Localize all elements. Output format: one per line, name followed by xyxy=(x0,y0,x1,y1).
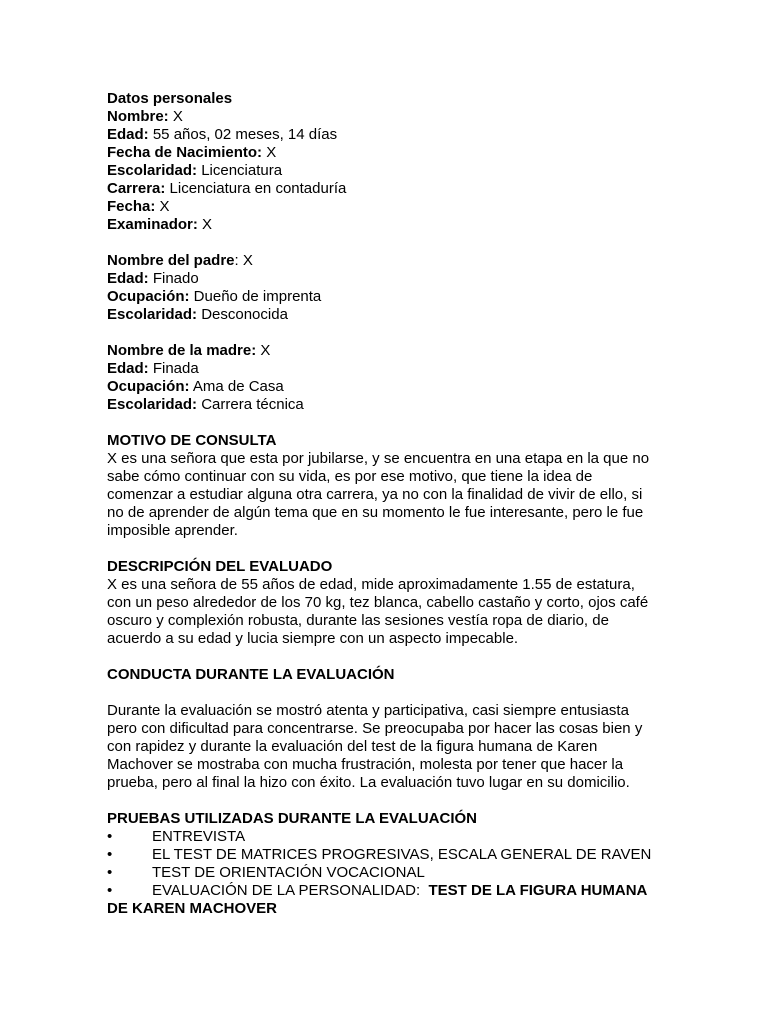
list-item-text: EVALUACIÓN DE LA PERSONALIDAD: xyxy=(152,882,429,899)
personal-edad xyxy=(107,126,682,144)
personal-data-heading: Datos personales xyxy=(107,90,233,107)
conducta-line: prueba, pero al final la hizo con éxito. La evaluación tuvo lugar en su domicilio. xyxy=(107,774,630,791)
personal-fecha-nacimiento xyxy=(107,144,682,162)
conducta-line: Machover se mostraba con mucha frustración, molesta por tener que hacer la xyxy=(107,756,624,773)
personal-fecha-nacimiento-value: X xyxy=(262,144,277,161)
mother-escolaridad-label: Escolaridad: xyxy=(107,396,198,413)
personal-fecha xyxy=(107,198,682,216)
personal-carrera-label: Carrera: xyxy=(107,180,166,197)
mother-ocupacion-value: Ama de Casa xyxy=(189,378,284,395)
mother-edad-value: Finada xyxy=(148,360,199,377)
descripcion-line: X es una señora de 55 años de edad, mide aproximadamente 1.55 de estatura, xyxy=(107,576,635,593)
father-nombre-label: Nombre del padre xyxy=(107,252,235,269)
spacer xyxy=(107,648,682,666)
descripcion-heading: DESCRIPCIÓN DEL EVALUADO xyxy=(107,558,333,575)
bullet-icon: • xyxy=(107,828,113,845)
personal-edad-value: 55 años, 02 meses, 14 días xyxy=(148,126,338,143)
list-item-text: EL TEST DE MATRICES PROGRESIVAS, ESCALA GENERAL DE RAVEN xyxy=(152,846,652,863)
motivo-heading: MOTIVO DE CONSULTA xyxy=(107,432,277,449)
father-edad xyxy=(107,270,682,288)
personal-escolaridad-value: Licenciatura xyxy=(197,162,283,179)
bullet-icon: • xyxy=(107,846,113,863)
spacer xyxy=(107,324,682,342)
spacer xyxy=(107,684,682,702)
personal-fecha-value: X xyxy=(155,198,170,215)
mother-nombre-label: Nombre de la madre: xyxy=(107,342,257,359)
spacer xyxy=(107,792,682,810)
list-item-bold-text: TEST DE LA FIGURA HUMANA xyxy=(428,882,648,899)
pruebas-list xyxy=(107,828,682,900)
personal-escolaridad-label: Escolaridad: xyxy=(107,162,198,179)
list-item-text: TEST DE ORIENTACIÓN VOCACIONAL xyxy=(152,864,425,881)
bullet-icon: • xyxy=(107,882,113,899)
mother-ocupacion-label: Ocupación: xyxy=(107,378,190,395)
conducta-line: con rapidez y durante la evaluación del test de la figura humana de Karen xyxy=(107,738,598,755)
pruebas-heading: PRUEBAS UTILIZADAS DURANTE LA EVALUACIÓN xyxy=(107,810,477,827)
father-nombre xyxy=(107,252,682,270)
father-ocupacion xyxy=(107,288,682,306)
spacer xyxy=(107,414,682,432)
bullet-icon: • xyxy=(107,864,113,881)
mother-nombre xyxy=(107,342,682,360)
descripcion-line: con un peso alrededor de los 70 kg, tez blanca, cabello castaño y corto, ojos café xyxy=(107,594,649,611)
descripcion-line: oscuro y complexión robusta, durante las sesiones vestía ropa de diario, de xyxy=(107,612,609,629)
personal-nombre-value: X xyxy=(168,108,183,125)
mother-edad-label: Edad: xyxy=(107,360,149,377)
spacer xyxy=(107,234,682,252)
father-ocupacion-value: Dueño de imprenta xyxy=(189,288,322,305)
list-item xyxy=(107,882,682,900)
personal-fecha-label: Fecha: xyxy=(107,198,156,215)
mother-escolaridad-value: Carrera técnica xyxy=(197,396,304,413)
mother-ocupacion xyxy=(107,378,682,396)
personal-examinador-value: X xyxy=(197,216,213,233)
list-item xyxy=(107,828,682,846)
personal-edad-label: Edad: xyxy=(107,126,149,143)
personal-examinador xyxy=(107,216,682,234)
list-item-continuation: DE KAREN MACHOVER xyxy=(107,900,278,917)
motivo-line: imposible aprender. xyxy=(107,522,238,539)
list-item-text: ENTREVISTA xyxy=(152,828,246,845)
descripcion-line: acuerdo a su edad y lucia siempre con un aspecto impecable. xyxy=(107,630,519,647)
mother-edad xyxy=(107,360,682,378)
personal-nombre-label: Nombre: xyxy=(107,108,169,125)
list-item xyxy=(107,846,682,864)
motivo-line: sabe cómo continuar con su vida, es por ese motivo, que tiene la idea de xyxy=(107,468,593,485)
father-escolaridad-label: Escolaridad: xyxy=(107,306,198,323)
father-nombre-value: : X xyxy=(234,252,253,269)
father-ocupacion-label: Ocupación: xyxy=(107,288,190,305)
list-item xyxy=(107,864,682,882)
father-escolaridad-value: Desconocida xyxy=(197,306,288,323)
father-edad-value: Finado xyxy=(148,270,199,287)
mother-nombre-value: X xyxy=(256,342,271,359)
conducta-line: pero con dificultad para concentrarse. Se preocupaba por hacer las cosas bien y xyxy=(107,720,643,737)
motivo-line: comenzar a estudiar alguna otra carrera, ya no con la finalidad de vivir de ello, si xyxy=(107,486,643,503)
document-page xyxy=(107,90,682,918)
mother-escolaridad xyxy=(107,396,682,414)
personal-escolaridad xyxy=(107,162,682,180)
conducta-heading: CONDUCTA DURANTE LA EVALUACIÓN xyxy=(107,666,395,683)
personal-fecha-nacimiento-label: Fecha de Nacimiento: xyxy=(107,144,263,161)
motivo-line: X es una señora que esta por jubilarse, y se encuentra en una etapa en la que no xyxy=(107,450,650,467)
father-edad-label: Edad: xyxy=(107,270,149,287)
personal-carrera-value: Licenciatura en contaduría xyxy=(165,180,347,197)
motivo-line: no de aprender de algún tema que en su momento le fue interesante, pero le fue xyxy=(107,504,644,521)
personal-nombre xyxy=(107,108,682,126)
personal-carrera xyxy=(107,180,682,198)
conducta-line: Durante la evaluación se mostró atenta y participativa, casi siempre entusiasta xyxy=(107,702,629,719)
father-escolaridad xyxy=(107,306,682,324)
spacer xyxy=(107,540,682,558)
personal-examinador-label: Examinador: xyxy=(107,216,198,233)
